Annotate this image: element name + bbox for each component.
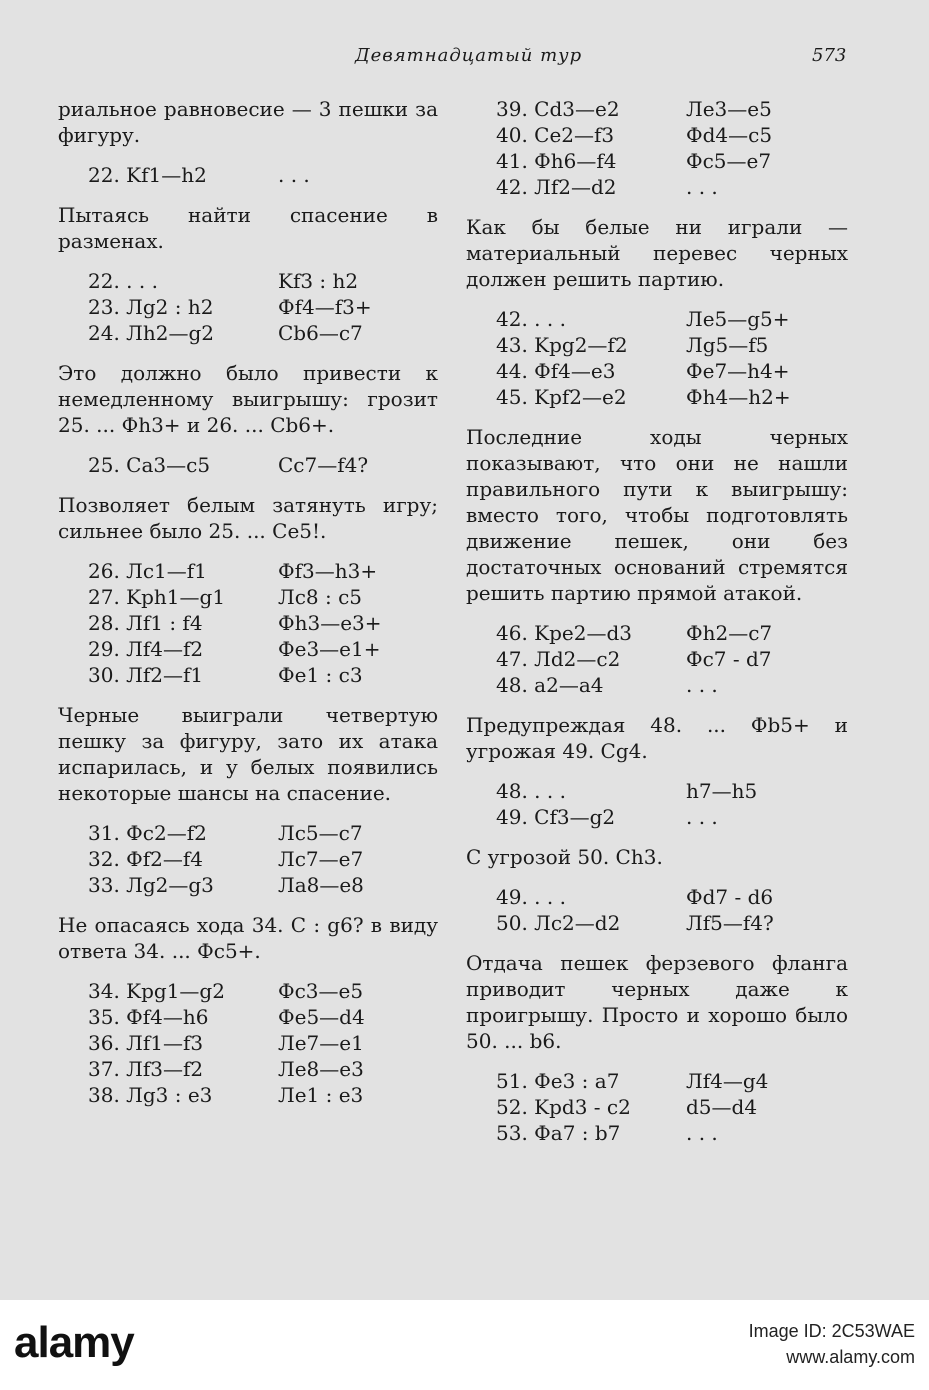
move-line (58, 452, 438, 478)
move-row (58, 978, 438, 1004)
move-list (466, 884, 848, 936)
white-move: 46. Kpe2—d3 (496, 621, 632, 645)
move-row (466, 778, 848, 804)
black-move: Фd7 - d6 (686, 885, 774, 909)
move-list (466, 620, 848, 698)
paragraph: Пытаясь найти спасение в разменах. (58, 203, 438, 253)
move-row (466, 174, 848, 200)
black-move: Лf4—g4 (686, 1069, 769, 1093)
black-move: Фc3—e5 (278, 979, 364, 1003)
move-row (466, 384, 848, 410)
move-row (58, 1082, 438, 1108)
alamy-logo: alamy (14, 1318, 134, 1367)
black-move: Лc5—c7 (278, 821, 363, 845)
move-row (58, 1030, 438, 1056)
move-row (466, 672, 848, 698)
move-row (466, 804, 848, 830)
paragraph: Последние ходы черных показывают, что они не нашли правильного пути к выигрышу: вместо того, чтобы подготовлять движение пешек, они без достаточных оснований стремятся решить партию прямой атакой. (466, 425, 848, 605)
move-row (466, 122, 848, 148)
move-row (58, 268, 438, 294)
white-move: 27. Kph1—g1 (88, 585, 226, 609)
white-move: 40. Ce2—f3 (496, 123, 615, 147)
black-move: Лe1 : e3 (278, 1083, 364, 1107)
black-move: Cb6—c7 (278, 321, 363, 345)
move-row (466, 1120, 848, 1146)
move-row (466, 884, 848, 910)
black-move: Лe5—g5+ (686, 307, 790, 331)
black-move: Фf3—h3+ (278, 559, 378, 583)
paragraph: Это должно было привести к немедленному выигрышу: грозит 25. ... Фh3+ и 26. ... Cb6+. (58, 361, 438, 437)
stock-image-id (690, 1318, 915, 1370)
move-row (58, 294, 438, 320)
move-list (58, 558, 438, 688)
move-list (58, 820, 438, 898)
right-column (466, 96, 848, 1146)
move-list (466, 1068, 848, 1146)
white-move: 53. Фa7 : b7 (496, 1121, 621, 1145)
white-move: 45. Kpf2—e2 (496, 385, 627, 409)
black-move: Фe3—e1+ (278, 637, 381, 661)
move-row (58, 610, 438, 636)
white-move: 37. Лf3—f2 (88, 1057, 204, 1081)
white-move: 42. Лf2—d2 (496, 175, 617, 199)
black-move: Cc7—f4? (278, 453, 369, 477)
move-list (466, 778, 848, 830)
white-move: 36. Лf1—f3 (88, 1031, 204, 1055)
black-move: . . . (686, 673, 718, 697)
white-move: 49. . . . (496, 885, 566, 909)
white-move: 26. Лc1—f1 (88, 559, 207, 583)
white-move: 30. Лf2—f1 (88, 663, 204, 687)
paragraph: Не опасаясь хода 34. C : g6? в виду ответа 34. ... Фc5+. (58, 913, 438, 963)
paragraph: Как бы белые ни играли — материальный перевес черных должен решить партию. (466, 215, 848, 291)
move-row (58, 558, 438, 584)
white-move: 29. Лf4—f2 (88, 637, 204, 661)
paragraph: Черные выиграли четвертую пешку за фигуру, зато их атака испарилась, и у белых появились некоторые шансы на спасение. (58, 703, 438, 805)
white-move: 44. Фf4—e3 (496, 359, 616, 383)
black-move: Фf4—f3+ (278, 295, 372, 319)
black-move: Фh3—e3+ (278, 611, 382, 635)
white-move: 38. Лg3 : e3 (88, 1083, 213, 1107)
move-row (58, 320, 438, 346)
move-row (58, 636, 438, 662)
black-move: Лe3—e5 (686, 97, 772, 121)
white-move: 47. Лd2—c2 (496, 647, 621, 671)
black-move: h7—h5 (686, 779, 758, 803)
paragraph: риальное равновесие — 3 пешки за фигуру. (58, 97, 438, 147)
white-move: 32. Фf2—f4 (88, 847, 204, 871)
move-line (58, 162, 438, 188)
move-row (466, 646, 848, 672)
paragraph: С угрозой 50. Ch3. (466, 845, 663, 869)
move-list (466, 306, 848, 410)
black-move: Фc7 - d7 (686, 647, 772, 671)
white-move: 51. Фe3 : a7 (496, 1069, 620, 1093)
move-row (466, 148, 848, 174)
black-move: Лc8 : c5 (278, 585, 362, 609)
paragraph: Отдача пешек ферзевого фланга приводит черных даже к проигрышу. Просто и хорошо было 50. ... b6. (466, 951, 848, 1053)
white-move: 23. Лg2 : h2 (88, 295, 214, 319)
move-row (466, 620, 848, 646)
move-list (58, 978, 438, 1108)
black-move: Лc7—e7 (278, 847, 364, 871)
black-move: Kf3 : h2 (278, 269, 359, 293)
white-move: 34. Kpg1—g2 (88, 979, 225, 1003)
black-move: Фc5—e7 (686, 149, 772, 173)
move-row (466, 332, 848, 358)
move-list (466, 96, 848, 200)
black-move: Лe8—e3 (278, 1057, 364, 1081)
white-move: 39. Cd3—e2 (496, 97, 620, 121)
white-move: 33. Лg2—g3 (88, 873, 214, 897)
black-move: Фd4—c5 (686, 123, 773, 147)
move-row (466, 358, 848, 384)
running-title: Девятнадцатый тур (355, 45, 583, 66)
move-row (58, 872, 438, 898)
image-id: Image ID: 2C53WAE (748, 1321, 915, 1341)
white-move: 22. . . . (88, 269, 158, 293)
black-move: . . . (686, 175, 718, 199)
white-move: 41. Фh6—f4 (496, 149, 617, 173)
move-row (58, 1004, 438, 1030)
black-move: Фe1 : c3 (278, 663, 363, 687)
white-move: 42. . . . (496, 307, 566, 331)
left-column (58, 96, 438, 1108)
page-number: 573 (812, 45, 847, 66)
move-row (466, 1068, 848, 1094)
move-row (58, 584, 438, 610)
paragraph: Позволяет белым затянуть игру; сильнее было 25. ... Ce5!. (58, 493, 438, 543)
white-move: 48. . . . (496, 779, 566, 803)
black-move: Лe7—e1 (278, 1031, 364, 1055)
move-row (58, 846, 438, 872)
move-row (58, 820, 438, 846)
white-move: 43. Kpg2—f2 (496, 333, 628, 357)
black-move: d5—d4 (686, 1095, 758, 1119)
move-row (466, 910, 848, 936)
move-row (466, 96, 848, 122)
white-move: 52. Kpd3 - c2 (496, 1095, 631, 1119)
black-move: Лg5—f5 (686, 333, 769, 357)
black-move: . . . (686, 1121, 718, 1145)
paragraph: Предупреждая 48. ... Фb5+ и угрожая 49. Cg4. (466, 713, 848, 763)
black-move: Фe7—h4+ (686, 359, 790, 383)
black-move: Лa8—e8 (278, 873, 364, 897)
black-move: . . . (686, 805, 718, 829)
black-move: Фe5—d4 (278, 1005, 365, 1029)
site-url: www.alamy.com (786, 1347, 915, 1367)
white-move: 49. Cf3—g2 (496, 805, 616, 829)
move-row (58, 1056, 438, 1082)
black-move: Фh4—h2+ (686, 385, 791, 409)
move-row (466, 306, 848, 332)
white-move: 25. Ca3—c5 (88, 453, 211, 477)
white-move: 31. Фc2—f2 (88, 821, 207, 845)
move-row (58, 662, 438, 688)
white-move: 22. Kf1—h2 (88, 163, 207, 187)
black-move: Фh2—c7 (686, 621, 773, 645)
white-move: 50. Лc2—d2 (496, 911, 621, 935)
black-move: . . . (278, 163, 310, 187)
move-list (58, 268, 438, 346)
white-move: 28. Лf1 : f4 (88, 611, 203, 635)
white-move: 24. Лh2—g2 (88, 321, 214, 345)
white-move: 35. Фf4—h6 (88, 1005, 209, 1029)
move-row (466, 1094, 848, 1120)
black-move: Лf5—f4? (686, 911, 774, 935)
white-move: 48. a2—a4 (496, 673, 604, 697)
